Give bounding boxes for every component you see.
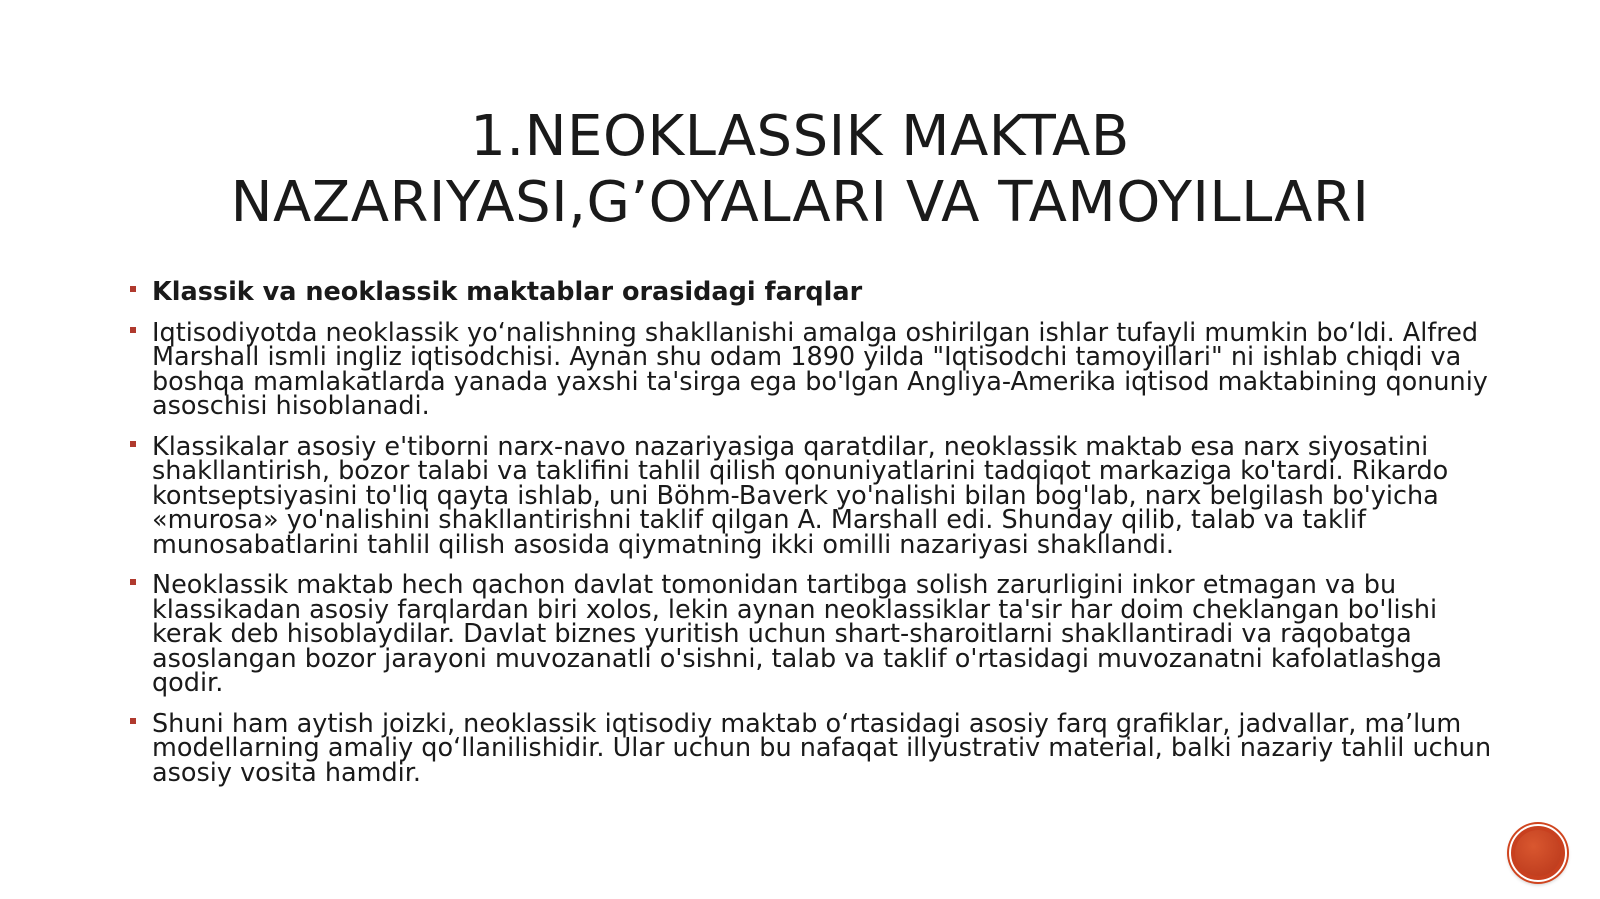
title-line-2: NAZARIYASI,G’OYALARI VA TAMOYILLARI (230, 170, 1370, 235)
bullet-item-heading (128, 277, 1508, 307)
circle-button-icon (1515, 830, 1561, 876)
slide-title (150, 104, 1450, 236)
bullet-text: Iqtisodiyotda neoklassik yo‘nalishning shakllanishi amalga oshirilgan ishlar tufayli mumkin bo‘ldi. Alfred Marshall ismli ingliz iqtisodchisi. Aynan shu odam 1890 yilda "Iqtisodchi tamoyillari" ni ishlab chiqdi va boshqa mamlakatlarda yanada yaxshi ta'sirga ega bo'lgan Angliya-Amerika iqtisod maktabining qonuniy asoschisi hisoblanadi. (152, 317, 1488, 421)
slide-nav-button[interactable] (1509, 824, 1567, 882)
bullet-text: Klassik va neoklassik maktablar orasidagi farqlar (152, 277, 863, 307)
title-line-1: 1.NEOKLASSIK MAKTAB (470, 104, 1130, 169)
bullet-item (128, 431, 1508, 560)
bullet-item (128, 570, 1508, 698)
bullet-marker-icon (130, 579, 136, 585)
bullet-marker-icon (130, 441, 136, 447)
bullet-item (128, 317, 1508, 421)
bullet-text: Neoklassik maktab hech qachon davlat tomonidan tartibga solish zarurligini inkor etmagan va bu klassikadan asosiy farqlardan biri xolos, lekin aynan neoklassiklar ta'sir har doim cheklangan bo'lishi kerak deb hisoblaydilar. Davlat biznes yuritish uchun shart-sharoitlarni shakllantiradi va raqobatga asoslangan bozor jarayoni muvozanatli o'sishni, talab va taklif o'rtasidagi muvozanatni kafolatlashga qodir. (152, 570, 1443, 698)
bullet-marker-icon (130, 327, 136, 333)
bullet-text: Klassikalar asosiy e'tiborni narx-navo nazariyasiga qaratdilar, neoklassik maktab esa narx siyosatini shakllantirish, bozor talabi va taklifini tahlil qilish qonuniyatlarini tadqiqot markaziga ko'tardi. Rikardo kontseptsiyasini to'liq qayta ishlab, uni Böhm-Baverk yo'nalishi bilan bog'lab, narx belgilash bo'yicha «murosa» yo'nalishini shakllantirishni taklif qilgan A. Marshall edi. Shunday qilib, talab va taklif munosabatlarini tahlil qilish asosida qiymatning ikki omilli nazariyasi shakllandi. (152, 431, 1449, 560)
bullet-item (128, 708, 1508, 788)
bullet-marker-icon (130, 286, 136, 292)
bullet-marker-icon (130, 718, 136, 724)
bullet-list (128, 277, 1508, 801)
bullet-text: Shuni ham aytish joizki, neoklassik iqtisodiy maktab o‘rtasidagi asosiy farq grafiklar, jadvallar, ma’lum modellarning amaliy qo‘llanilishidir. Ular uchun bu nafaqat illyustrativ material, balki nazariy tahlil uchun asosiy vosita hamdir. (152, 708, 1492, 788)
